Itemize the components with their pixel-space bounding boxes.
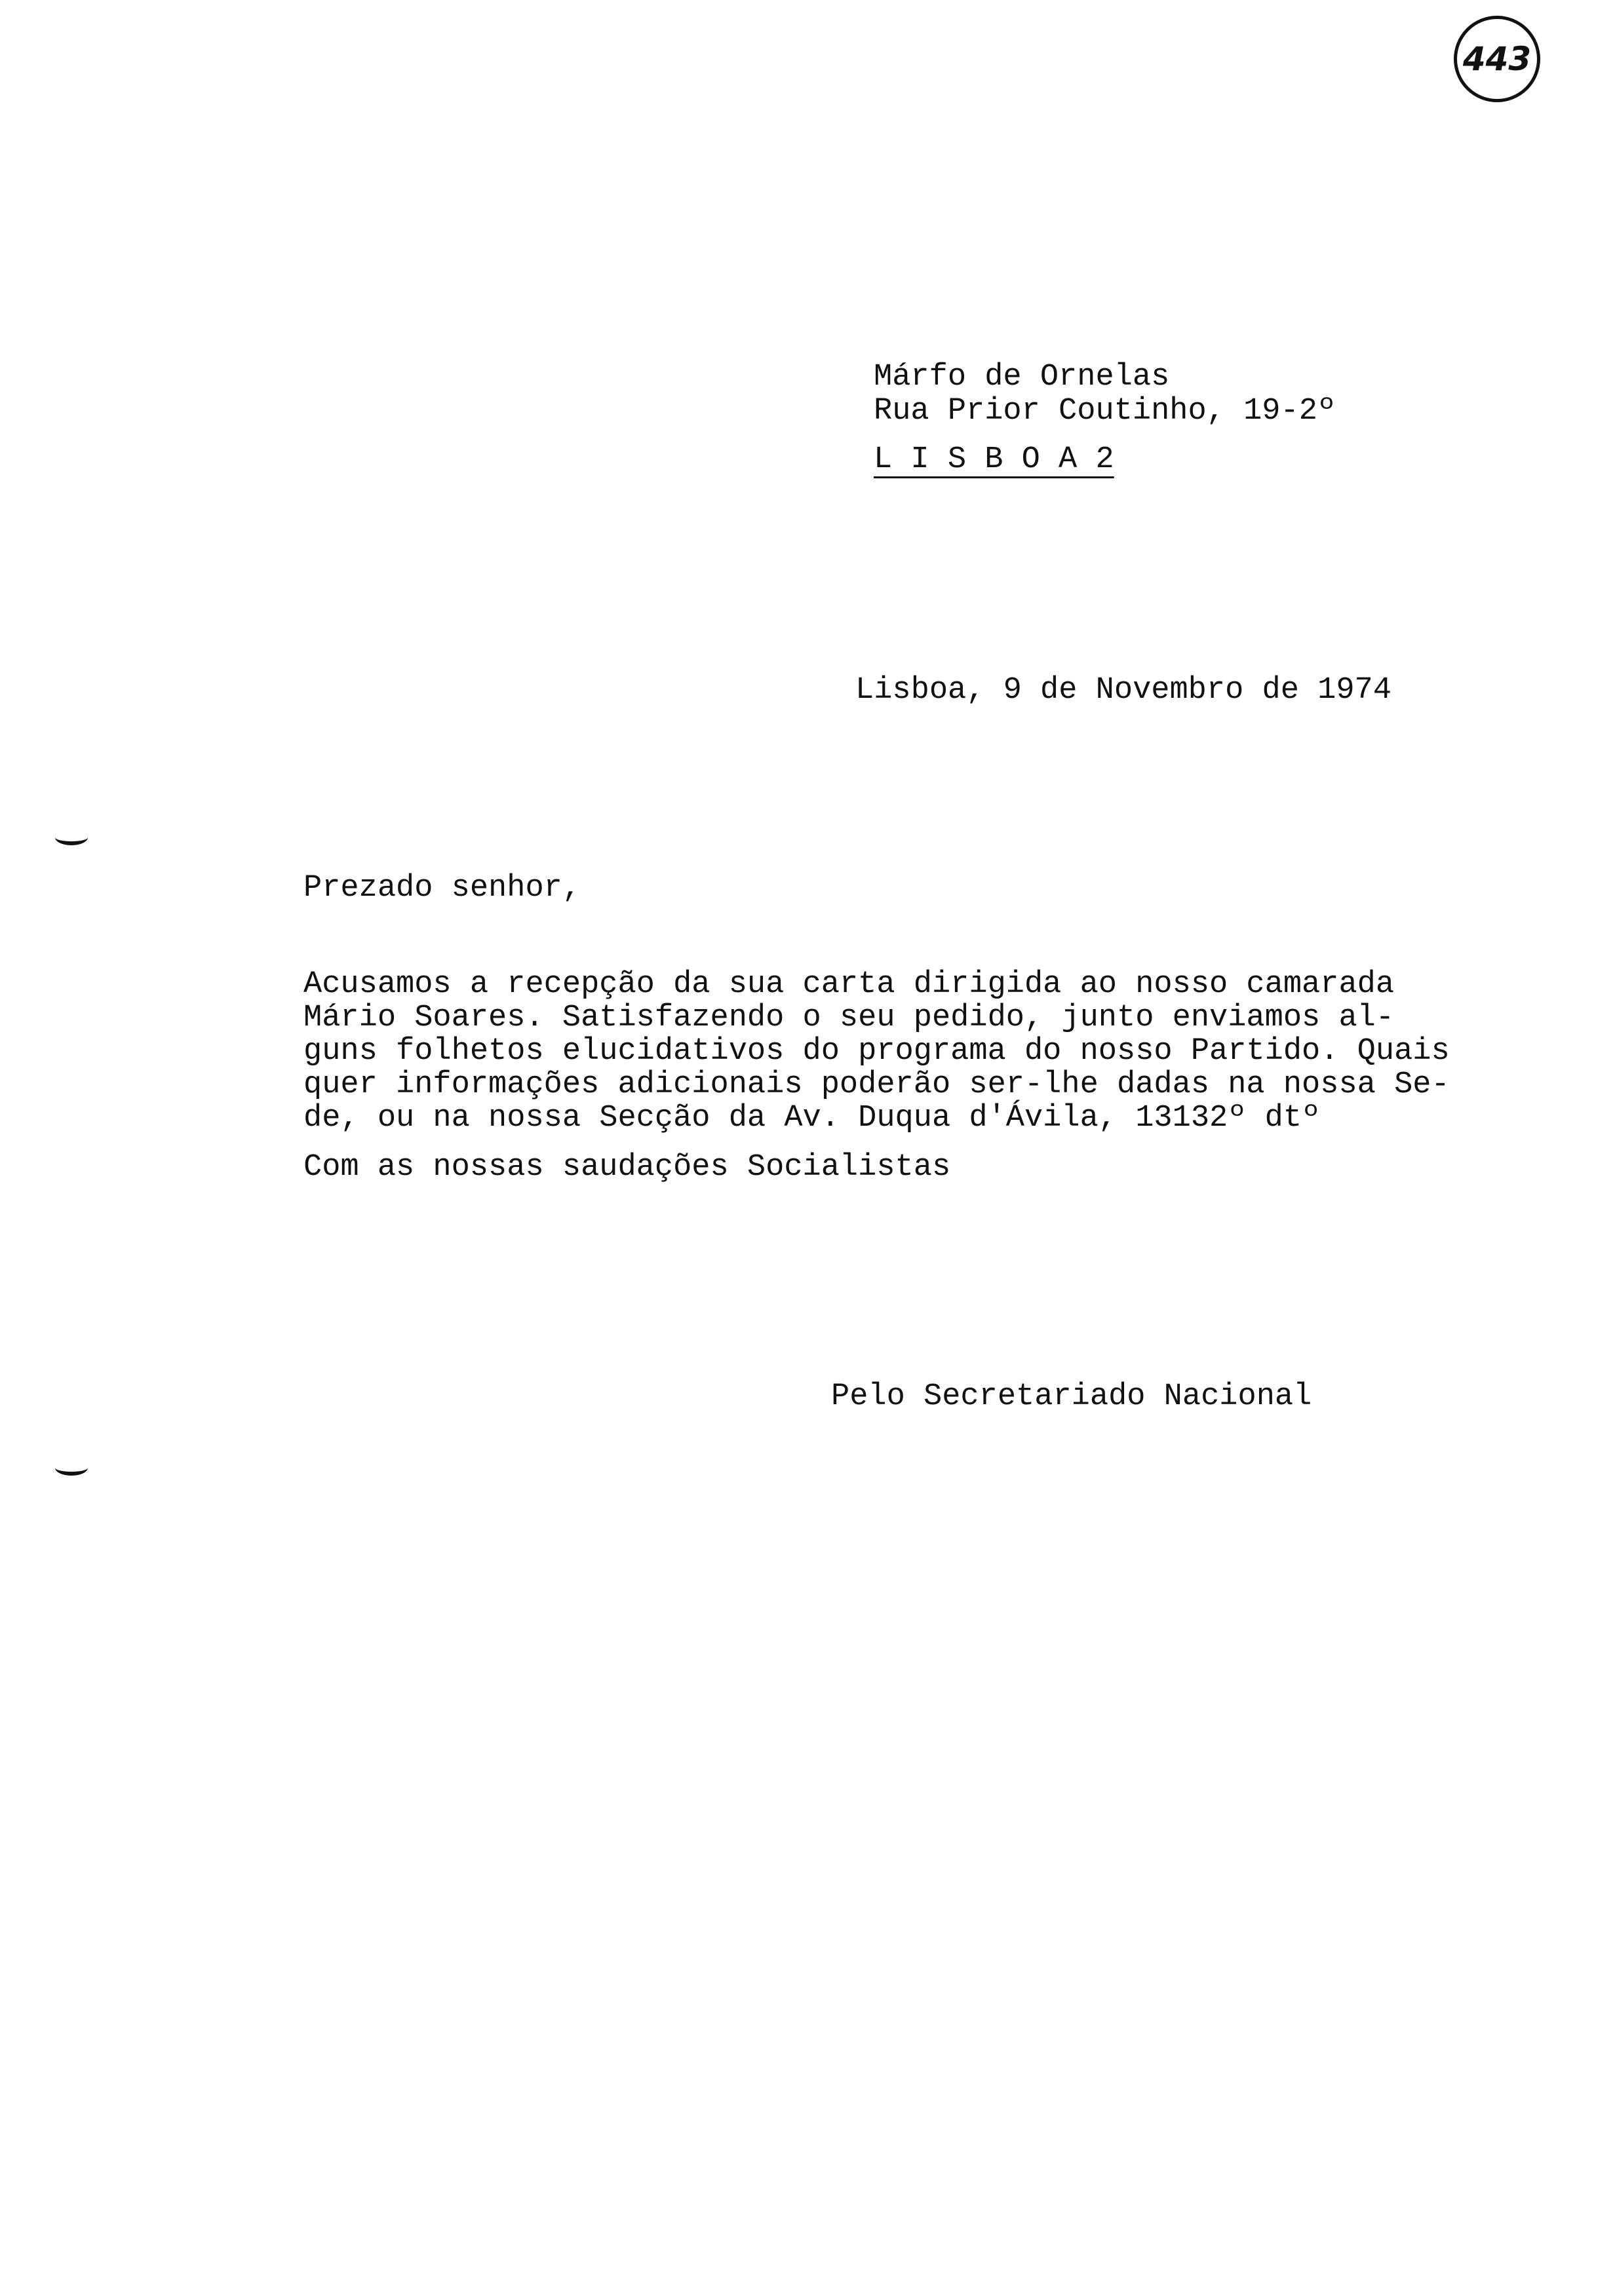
closing-line: Com as nossas saudações Socialistas (303, 1150, 951, 1185)
body-line: Mário Soares. Satisfazendo o seu pedido, junto enviamos al- (303, 1001, 1395, 1035)
margin-fold-mark (55, 830, 88, 845)
page-number-stamp (1454, 16, 1540, 102)
recipient-name: Márfo de Ornelas (874, 360, 1170, 394)
body-line: Acusamos a recepção da sua carta dirigida ao nosso camarada (303, 967, 1395, 1002)
body-line: quer informações adicionais poderão ser-lhe dadas na nossa Se- (303, 1067, 1450, 1102)
recipient-street: Rua Prior Coutinho, 19-2º (874, 394, 1336, 429)
body-line: de, ou na nossa Secção da Av. Duqua d'Ávila, 13132º dtº (303, 1101, 1321, 1136)
body-line: guns folhetos elucidativos do programa do nosso Partido. Quais (303, 1034, 1450, 1069)
body-paragraph (303, 968, 1549, 1135)
page-number: 443 (1462, 40, 1532, 78)
margin-fold-mark (55, 1460, 88, 1476)
recipient-city: L I S B O A 2 (874, 442, 1114, 477)
date-line: Lisboa, 9 de Novembro de 1974 (855, 673, 1391, 708)
signature-line: Pelo Secretariado Nacional (831, 1379, 1312, 1414)
salutation: Prezado senhor, (303, 871, 581, 906)
